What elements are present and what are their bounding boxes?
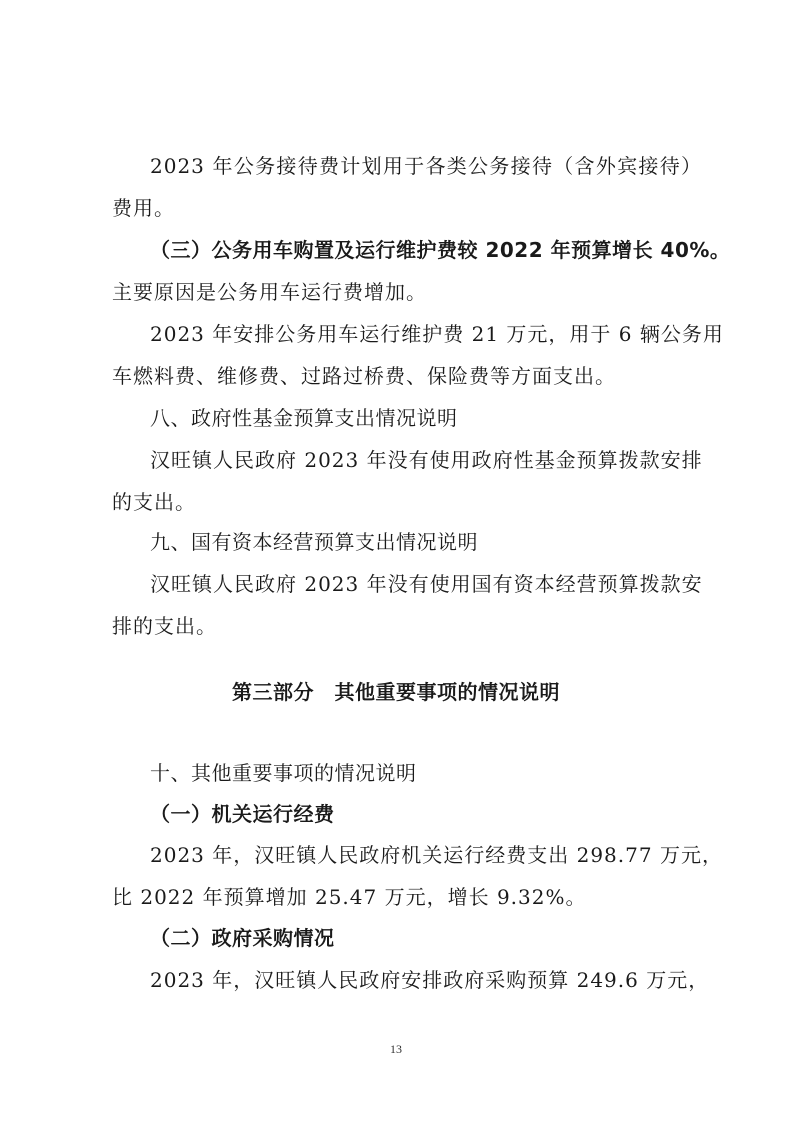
subsection-heading: （三）公务用车购置及运行维护费较 2022 年预算增长 40%。 (150, 238, 731, 262)
paragraph-line: 2023 年，汉旺镇人民政府安排政府采购预算 249.6 万元， (150, 968, 710, 992)
subsection-heading: （一）机关运行经费 (150, 802, 335, 826)
paragraph-line: 2023 年安排公务用车运行维护费 21 万元，用于 6 辆公务用 (150, 322, 724, 346)
paragraph-line: 费用。 (112, 196, 175, 220)
part-title: 第三部分 其他重要事项的情况说明 (232, 680, 560, 704)
paragraph-line: 汉旺镇人民政府 2023 年没有使用政府性基金预算拨款安排 (150, 448, 703, 472)
section-heading: 九、国有资本经营预算支出情况说明 (150, 530, 478, 554)
paragraph-line: 2023 年公务接待费计划用于各类公务接待（含外宾接待） (150, 154, 702, 178)
section-heading: 十、其他重要事项的情况说明 (150, 761, 417, 785)
paragraph-line: 主要原因是公务用车运行费增加。 (112, 280, 427, 304)
subsection-heading: （二）政府采购情况 (150, 926, 335, 950)
section-heading: 八、政府性基金预算支出情况说明 (150, 406, 458, 430)
page-number: 13 (390, 1042, 402, 1056)
paragraph-line: 汉旺镇人民政府 2023 年没有使用国有资本经营预算拨款安 (150, 572, 703, 596)
paragraph-line: 车燃料费、维修费、过路过桥费、保险费等方面支出。 (112, 364, 616, 388)
paragraph-line: 2023 年，汉旺镇人民政府机关运行经费支出 298.77 万元， (150, 843, 723, 867)
paragraph-line: 排的支出。 (112, 614, 217, 638)
paragraph-line: 比 2022 年预算增加 25.47 万元，增长 9.32%。 (112, 885, 587, 909)
paragraph-line: 的支出。 (112, 490, 196, 514)
